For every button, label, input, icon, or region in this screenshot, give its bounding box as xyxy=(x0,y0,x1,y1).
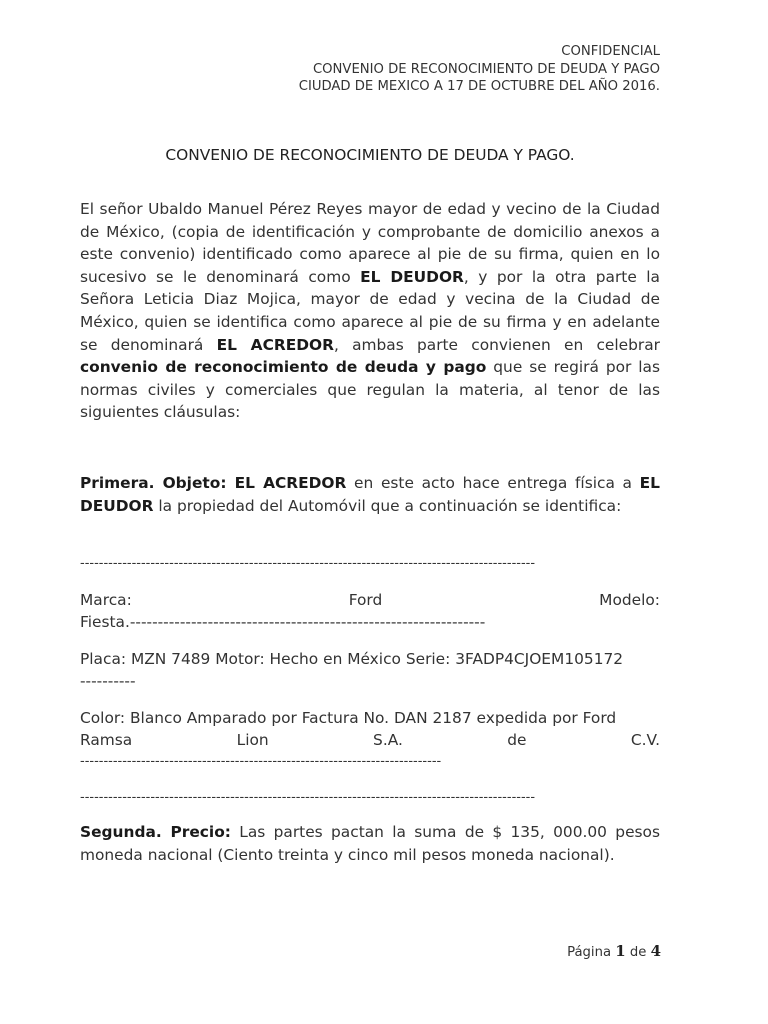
page-number: 1 xyxy=(615,942,626,960)
intro-text-4: que se regirá por las normas civiles y comerciales que regulan la materia, al tenor de las siguientes cláusulas: xyxy=(80,358,660,422)
clause-primera-text-2: la propiedad del Automóvil que a continuación se identifica: xyxy=(153,496,622,515)
vehicle-dealer-row xyxy=(80,729,660,752)
intro-text-2: , y por la otra parte la Señora Leticia Diaz Mojica, mayor de edad y vecina de la Ciudad de México, quien se identifica como aparece al pie de su firma y en adelante se denominará xyxy=(80,267,660,354)
dealer-word: C.V. xyxy=(630,731,660,749)
header-confidential: CONFIDENCIAL xyxy=(561,44,660,59)
vehicle-brand-row xyxy=(80,589,660,612)
document-header xyxy=(299,43,660,96)
agreement-term: convenio de reconocimiento de deuda y pago xyxy=(80,358,487,377)
dealer-word: S.A. xyxy=(373,731,403,749)
separator-line-2: ------------------------------------------------------------------------------------------------- xyxy=(80,790,536,805)
marca-value: Ford xyxy=(348,591,383,609)
page-label: Página xyxy=(567,945,612,960)
deudor-term: EL DEUDOR xyxy=(360,267,464,286)
intro-text-1: El señor Ubaldo Manuel Pérez Reyes mayor de edad y vecino de la Ciudad de México, (copia de identificación y comprobante de domicilio anexos a este convenio) identificado como aparece al pie de su firma, quien en lo sucesivo se le denominará como xyxy=(80,200,660,286)
clause-segunda-heading: Segunda. Precio: xyxy=(80,823,231,841)
page-of-label: de xyxy=(629,945,647,960)
page-footer xyxy=(567,942,661,960)
dealer-word: Ramsa xyxy=(80,731,133,749)
page-total: 4 xyxy=(650,942,661,960)
vehicle-plate-line: Placa: MZN 7489 Motor: Hecho en México Serie: 3FADP4CJOEM105172 xyxy=(80,650,624,668)
vehicle-color-line: Color: Blanco Amparado por Factura No. DAN 2187 expedida por Ford xyxy=(80,709,617,727)
intro-text-3: , ambas parte convienen en celebrar xyxy=(333,335,660,354)
vehicle-color-dashes: ----------------------------------------------------------------------------- xyxy=(80,754,442,769)
intro-paragraph xyxy=(80,198,660,424)
dealer-word: Lion xyxy=(236,731,269,749)
clause-primera xyxy=(80,472,660,517)
clause-segunda-text: Las partes pactan la suma de $ 135, 000.00 pesos moneda nacional (Ciento treinta y cinco mil pesos moneda nacional). xyxy=(80,823,660,864)
clause-primera-text-1: en este acto hace entrega física a xyxy=(346,474,640,492)
header-agreement-title: CONVENIO DE RECONOCIMIENTO DE DEUDA Y PAGO xyxy=(312,61,660,77)
clause-primera-heading: Primera. Objeto: EL ACREDOR xyxy=(80,474,347,492)
clause-primera-deudor: EL DEUDOR xyxy=(80,474,660,515)
acredor-term: EL ACREDOR xyxy=(216,335,334,354)
modelo-label: Modelo: xyxy=(599,591,660,609)
clause-segunda xyxy=(80,821,660,866)
separator-line: ------------------------------------------------------------------------------------------------- xyxy=(80,556,536,571)
vehicle-plate-dashes: ---------- xyxy=(80,672,136,690)
dealer-word: de xyxy=(507,731,527,749)
header-place-date: CIUDAD DE MEXICO A 17 DE OCTUBRE DEL AÑO 2016. xyxy=(298,79,660,94)
marca-label: Marca: xyxy=(80,591,132,609)
vehicle-model-line: Fiesta.---------------------------------------------------------------- xyxy=(80,613,486,631)
document-title: CONVENIO DE RECONOCIMIENTO DE DEUDA Y PAGO. xyxy=(165,146,575,164)
